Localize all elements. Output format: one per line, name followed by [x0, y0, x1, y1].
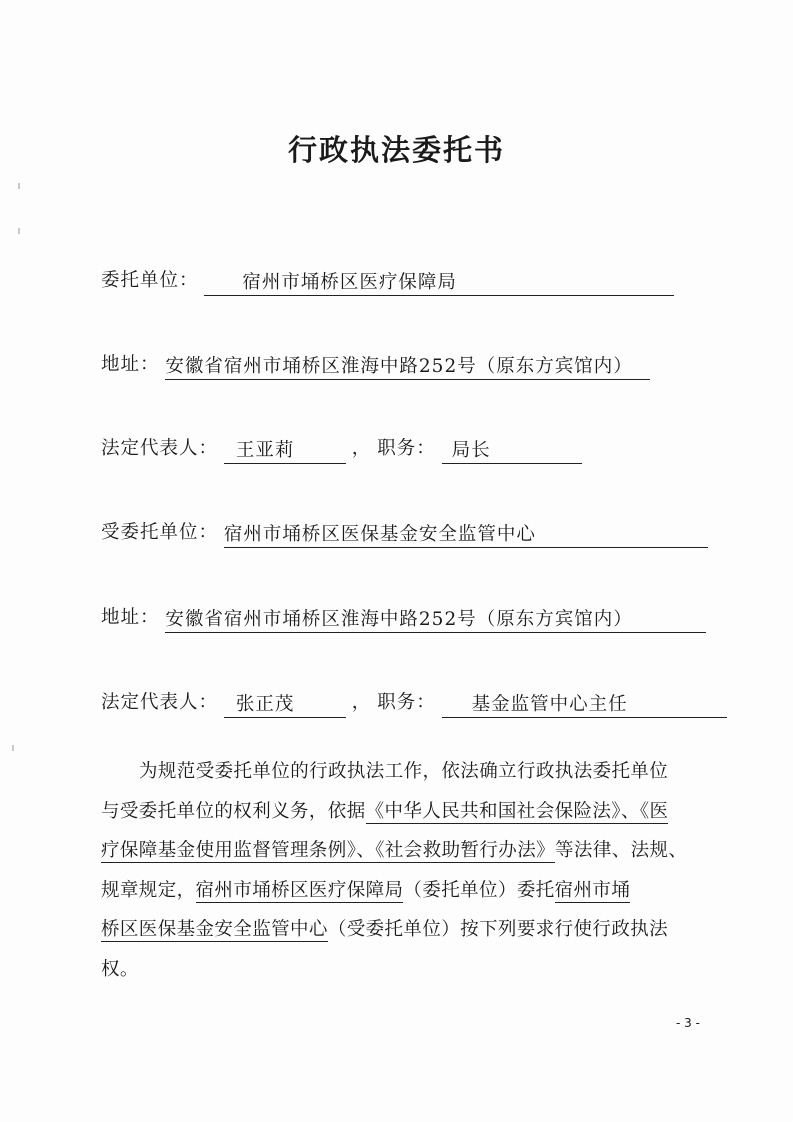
entrusting-unit-value: 宿州市埇桥区医疗保障局	[204, 271, 674, 296]
body-text: 等法律、法规、	[555, 840, 688, 862]
entrusting-position-label: 职务：	[377, 438, 436, 459]
body-text: 为规范受委托单位的行政执法工作，依法确立行政执法委托单位	[139, 761, 669, 782]
entrusting-address-value: 安徽省宿州市埇桥区淮海中路252号（原东方宾馆内）	[165, 355, 650, 380]
body-text: （受委托单位）按下列要求行使行政执法	[327, 919, 669, 941]
scan-artifact	[18, 228, 20, 234]
entrusting-rep-label: 法定代表人：	[101, 438, 219, 459]
page-number: - 3 -	[676, 1016, 700, 1030]
entrusted-position-value: 基金监管中心主任	[442, 693, 727, 718]
entrusting-address-label: 地址：	[101, 354, 160, 375]
entrusted-address-label: 地址：	[101, 607, 160, 628]
document-title: 行政执法委托书	[287, 133, 505, 167]
body-text: 权。	[101, 958, 139, 980]
entrusted-unit-row	[101, 518, 708, 548]
entrusted-address-row	[101, 603, 706, 633]
body-line	[101, 871, 699, 911]
entrusted-unit-reference: 宿州市埇	[554, 879, 631, 901]
entrusting-unit-reference: 宿州市埇桥区医疗保障局	[195, 879, 404, 901]
scan-artifact	[12, 745, 14, 751]
entrusting-rep-row	[101, 434, 582, 464]
body-line	[101, 831, 699, 871]
body-line	[101, 792, 699, 832]
body-line	[101, 950, 699, 990]
entrusted-unit-reference: 桥区医保基金安全监管中心	[101, 919, 328, 941]
entrusted-position-label: 职务：	[377, 692, 436, 713]
entrusting-position-value: 局长	[442, 439, 582, 464]
body-paragraph	[101, 752, 699, 990]
entrusting-rep-name: 王亚莉	[224, 439, 346, 464]
body-line	[101, 910, 699, 950]
body-text: （委托单位）委托	[403, 879, 555, 901]
entrusted-rep-row	[101, 688, 727, 718]
law-reference: 《中华人民共和国社会保险法》、《医	[365, 800, 669, 822]
entrusted-unit-value: 宿州市埇桥区医保基金安全监管中心	[224, 523, 708, 548]
entrusting-address-row	[101, 350, 650, 380]
entrusting-unit-row	[101, 266, 674, 296]
entrusted-address-value: 安徽省宿州市埇桥区淮海中路252号（原东方宾馆内）	[165, 608, 706, 633]
body-line	[101, 752, 699, 792]
entrusted-unit-label: 受委托单位：	[101, 522, 219, 543]
entrusted-rep-separator: ，	[351, 692, 372, 713]
entrusted-rep-name: 张正茂	[224, 693, 346, 718]
scan-artifact	[18, 183, 20, 189]
entrusting-unit-label: 委托单位：	[101, 270, 199, 291]
entrusted-rep-label: 法定代表人：	[101, 692, 219, 713]
body-text: 规章规定，	[101, 879, 196, 901]
body-text: 与受委托单位的权利义务，依据	[101, 800, 366, 822]
entrusting-rep-separator: ，	[351, 438, 372, 459]
law-reference: 疗保障基金使用监督管理条例》、《社会救助暂行办法》	[101, 840, 556, 862]
